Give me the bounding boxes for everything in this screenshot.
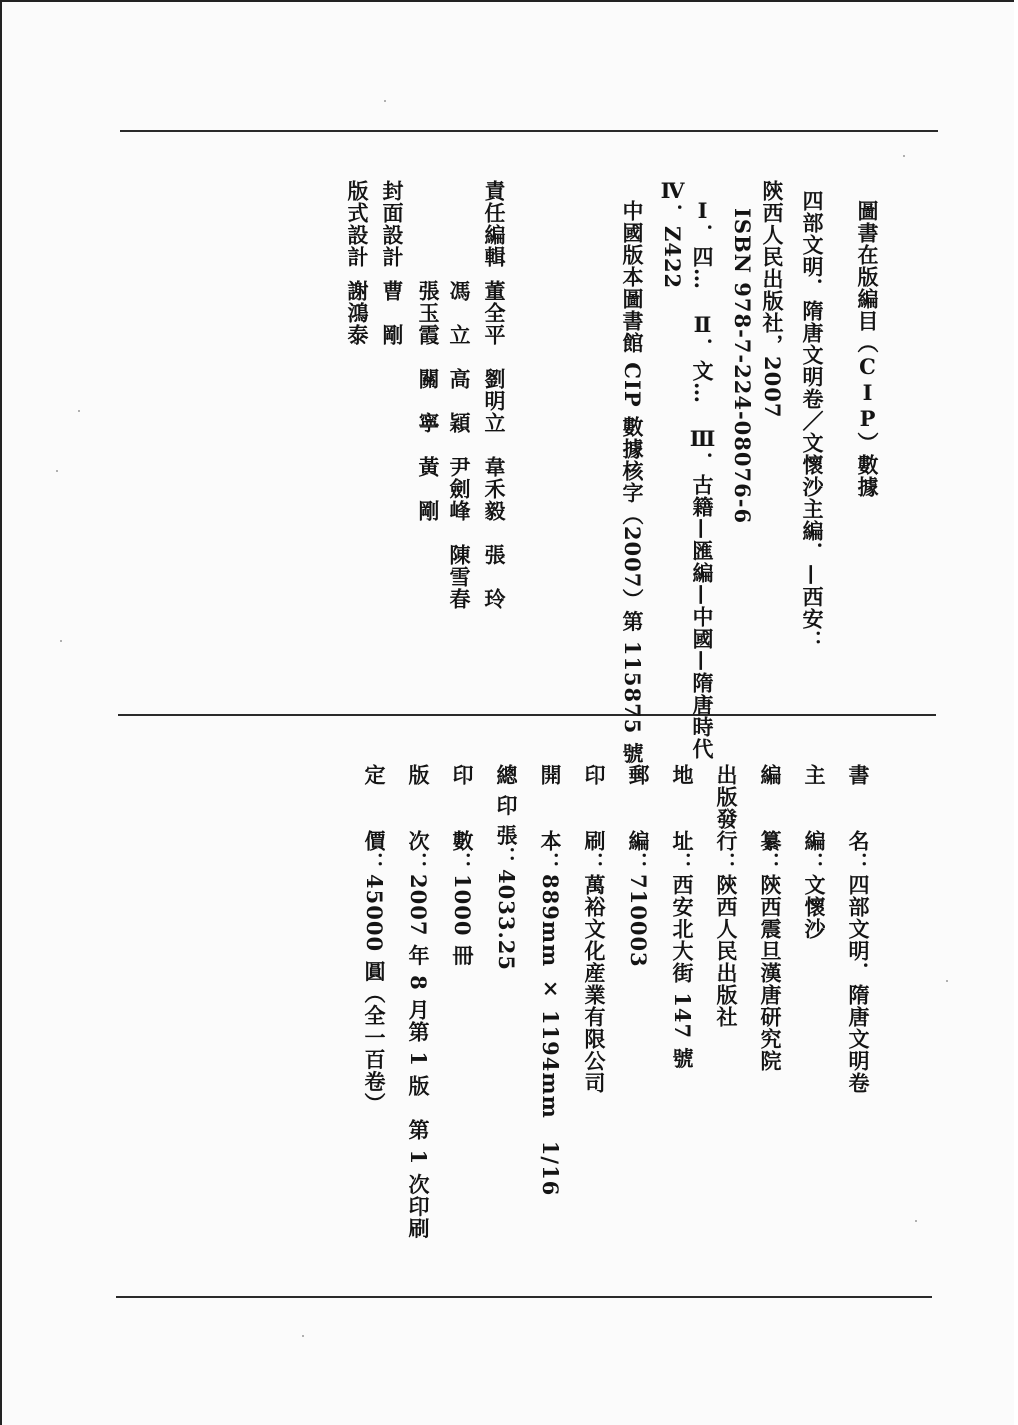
cip-line-2: 陝西人民出版社，2007	[760, 180, 785, 419]
cip-line-4: Ⅰ．四… Ⅱ．文… Ⅲ．古籍—匯編—中國—隋唐時代	[690, 198, 715, 760]
scan-speck	[946, 980, 948, 982]
pub-row-publisher: 出版發行：陝西人民出版社	[714, 764, 739, 1028]
rule-bottom	[116, 1296, 932, 1298]
credit-editor-names-1: 董全平 劉明立 韋禾毅 張 玲	[482, 280, 507, 610]
rule-middle	[118, 714, 936, 716]
scan-speck	[60, 640, 62, 642]
pub-row-printer: 印 刷：萬裕文化産業有限公司	[582, 764, 607, 1094]
rule-top	[120, 130, 938, 132]
page-edge-right	[1014, 0, 1018, 1425]
pub-row-address: 地 址：西安北大街 147 號	[670, 764, 695, 1070]
page-edge-top	[0, 0, 1018, 2]
pub-row-compiler: 編 纂：陝西震旦漢唐研究院	[758, 764, 783, 1072]
pub-row-editor: 主 編：文懷沙	[802, 764, 827, 940]
pub-row-price: 定 價：45000 圓（全一百卷）	[362, 764, 387, 1115]
credit-cover-label: 封面設計	[380, 180, 405, 268]
cip-line-5: Ⅳ．Z422	[660, 178, 685, 290]
scan-speck	[78, 410, 80, 412]
cip-line-3: ISBN 978-7-224-08076-6	[730, 208, 755, 525]
credit-layout-names-1: 謝鴻泰	[345, 280, 370, 346]
scan-speck	[384, 100, 386, 102]
credit-cover-names-1: 曹 剛	[380, 280, 405, 346]
pub-row-printrun: 印 數：1000 冊	[450, 764, 475, 967]
cip-title: 圖書在版編目（CIP）數據	[855, 200, 880, 498]
scan-speck	[903, 155, 905, 157]
cip-line-1: 四部文明．隋唐文明卷／文懷沙主編．—西安：	[800, 190, 825, 652]
pub-row-postcode: 郵 編：710003	[626, 764, 651, 968]
credit-layout-label: 版式設計	[345, 180, 370, 268]
pub-row-edition: 版 次：2007 年 8 月第 1 版 第 1 次印刷	[406, 764, 431, 1240]
pub-row-sheets: 總 印 張：4033.25	[494, 764, 519, 971]
page-edge-left	[0, 0, 2, 1425]
cip-line-6: 中國版本圖書館 CIP 數據核字（2007）第 115875 號	[620, 200, 645, 765]
credit-cover-names-2: 張玉霞 關 寧 黃 剛	[416, 280, 441, 522]
scan-speck	[915, 1220, 917, 1222]
scan-speck	[302, 1335, 304, 1337]
credit-editor-label: 責任編輯	[482, 180, 507, 268]
pub-row-format: 開 本：889mm × 1194mm 1/16	[538, 764, 563, 1197]
scan-speck	[56, 470, 58, 472]
credit-editor-names-2: 馮 立 高 穎 尹劍峰 陳雪春	[447, 280, 472, 610]
pub-row-title: 書 名：四部文明．隋唐文明卷	[846, 764, 871, 1094]
